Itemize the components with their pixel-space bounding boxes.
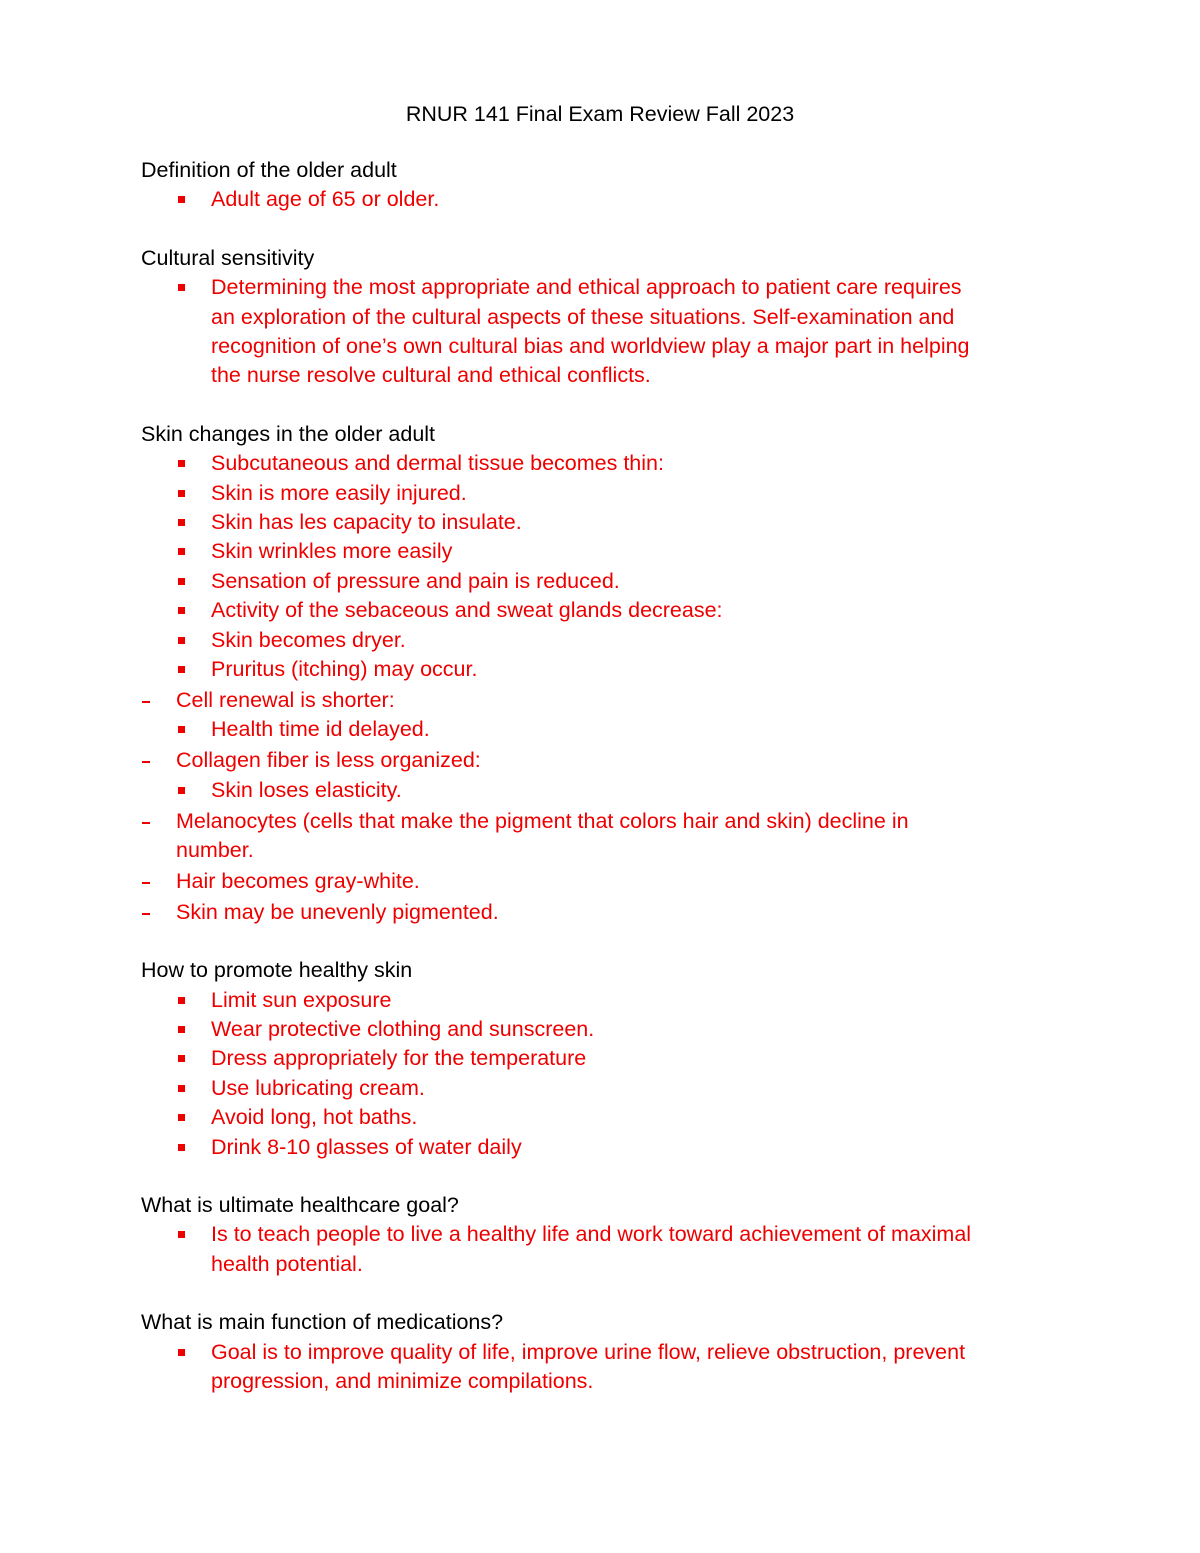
square-bullet-icon [178,1231,185,1238]
square-bullet-icon [178,666,185,673]
bullet-item-text: Skin wrinkles more easily [211,539,453,564]
bullet-item-text: health potential. [211,1251,363,1276]
bullet-item-text: Skin becomes dryer. [211,627,406,652]
square-bullet-icon [178,997,185,1004]
dash-icon [142,913,150,915]
dash-icon [142,701,150,703]
bullet-item-text: Health time id delayed. [211,717,430,742]
section-heading: How to promote healthy skin [141,958,413,983]
section-heading: What is main function of medications? [141,1310,504,1335]
bullet-item-text: Determining the most appropriate and ethical approach to patient care requires [211,275,962,300]
dash-item-text: Hair becomes gray-white. [176,868,420,893]
section-heading: What is ultimate healthcare goal? [141,1192,459,1217]
bullet-item-text: Subcutaneous and dermal tissue becomes thin: [211,451,664,476]
square-bullet-icon [178,607,185,614]
square-bullet-icon [178,1026,185,1033]
section-heading: Cultural sensitivity [141,245,315,270]
bullet-item-text: Skin is more easily injured. [211,480,467,505]
section-heading: Skin changes in the older adult [141,421,436,446]
bullet-item-text: Limit sun exposure [211,987,392,1012]
bullet-item-text: progression, and minimize compilations. [211,1368,594,1393]
bullet-item-text: Skin loses elasticity. [211,777,402,802]
square-bullet-icon [178,1144,185,1151]
square-bullet-icon [178,787,185,794]
bullet-item-text: Skin has les capacity to insulate. [211,510,522,534]
square-bullet-icon [178,1349,185,1356]
dash-icon [142,882,150,884]
square-bullet-icon [178,460,185,467]
bullet-item-text: Is to teach people to live a healthy life and work toward achievement of maximal [211,1222,972,1247]
dash-icon [142,822,150,824]
square-bullet-icon [178,548,185,555]
bullet-item-text: an exploration of the cultural aspects of these situations. Self-examination and [211,304,955,329]
square-bullet-icon [178,578,185,585]
bullet-item-text: Wear protective clothing and sunscreen. [211,1016,595,1041]
bullet-item-text: Use lubricating cream. [211,1075,425,1100]
dash-icon [142,761,150,763]
bullet-item-text: recognition of one’s own cultural bias and worldview play a major part in helping [211,334,970,358]
square-bullet-icon [178,637,185,644]
document-title: RNUR 141 Final Exam Review Fall 2023 [405,102,795,126]
bullet-item-text: Goal is to improve quality of life, improve urine flow, relieve obstruction, prevent [211,1339,966,1364]
square-bullet-icon [178,1055,185,1062]
bullet-item-text: Drink 8-10 glasses of water daily [211,1134,522,1159]
dash-item-text: Skin may be unevenly pigmented. [176,899,499,924]
square-bullet-icon [178,1085,185,1092]
dash-item-text: number. [176,837,254,862]
dash-item-text: Melanocytes (cells that make the pigment that colors hair and skin) decline in [176,808,909,833]
square-bullet-icon [178,284,185,291]
dash-item-text: Cell renewal is shorter: [176,687,395,712]
square-bullet-icon [178,196,185,203]
bullet-item-text: Adult age of 65 or older. [211,187,440,212]
square-bullet-icon [178,726,185,733]
square-bullet-icon [178,490,185,497]
bullet-item-text: Activity of the sebaceous and sweat glands decrease: [211,598,723,623]
square-bullet-icon [178,519,185,526]
bullet-item-text: the nurse resolve cultural and ethical conflicts. [211,363,651,388]
square-bullet-icon [178,1114,185,1121]
bullet-item-text: Avoid long, hot baths. [211,1105,418,1130]
dash-item-text: Collagen fiber is less organized: [176,748,481,773]
bullet-item-text: Sensation of pressure and pain is reduced. [211,568,620,593]
bullet-item-text: Pruritus (itching) may occur. [211,657,478,681]
section-heading: Definition of the older adult [141,158,397,182]
bullet-item-text: Dress appropriately for the temperature [211,1046,587,1071]
